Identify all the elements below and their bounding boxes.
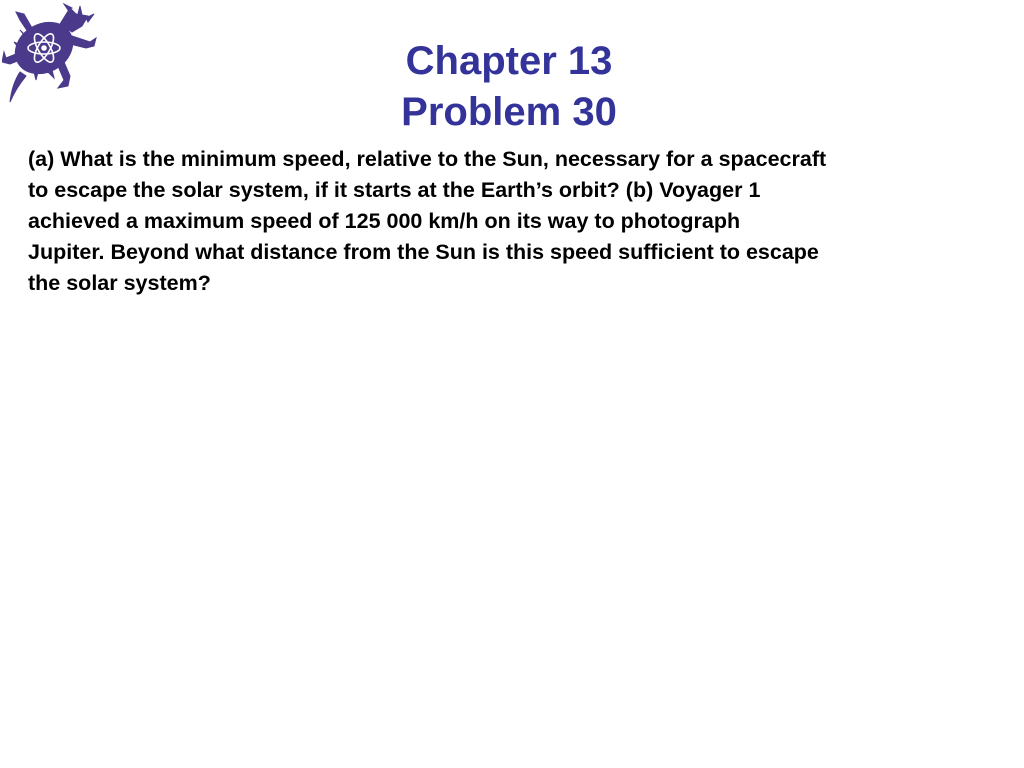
slide-title bbox=[0, 36, 1021, 138]
problem-line: (a) What is the minimum speed, relative to the Sun, necessary for a spacecraft bbox=[28, 147, 827, 171]
slide-title-chapter: Chapter 13 bbox=[405, 39, 613, 83]
problem-line: to escape the solar system, if it starts at the Earth’s orbit? (b) Voyager 1 bbox=[28, 178, 761, 202]
problem-line: the solar system? bbox=[28, 271, 211, 295]
slide-title-problem: Problem 30 bbox=[401, 90, 617, 134]
problem-statement bbox=[28, 144, 988, 299]
problem-line: Jupiter. Beyond what distance from the Sun is this speed sufficient to escape bbox=[28, 240, 819, 264]
problem-line: achieved a maximum speed of 125 000 km/h on its way to photograph bbox=[28, 209, 741, 233]
